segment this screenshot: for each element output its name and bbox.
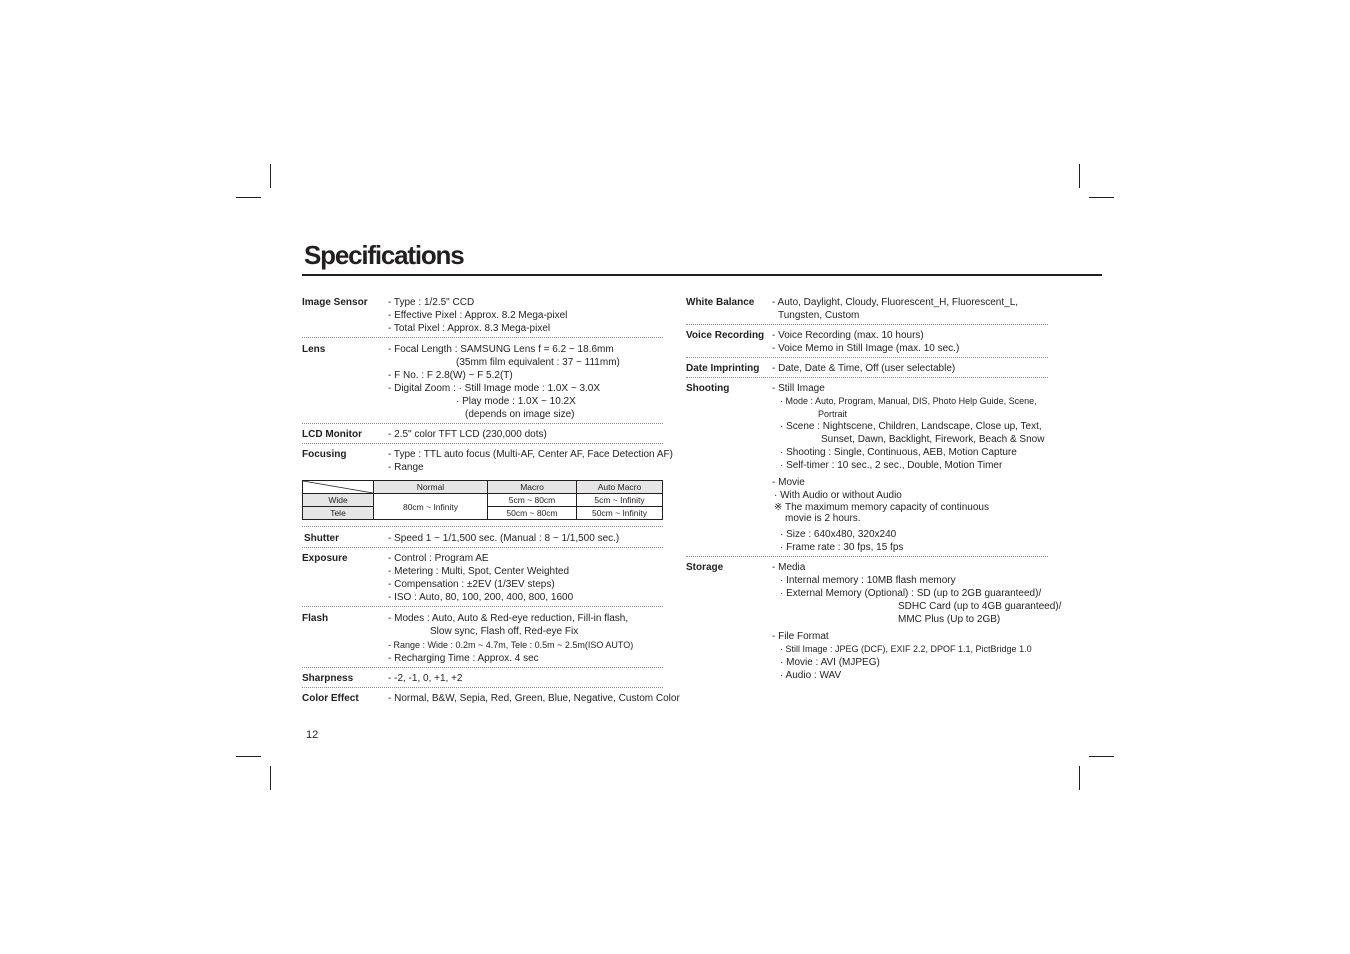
spec-row-storage — [686, 557, 1062, 684]
spec-row-shutter — [302, 527, 663, 548]
spec-row-white-balance — [686, 294, 1048, 325]
spec-label: Sharpness — [302, 673, 354, 684]
spec-value — [388, 428, 663, 441]
right-spec-column — [686, 294, 1062, 684]
spec-line: · External Memory (Optional) : SD (up to 2GB guaranteed)/ — [780, 588, 1042, 599]
spec-line: - Auto, Daylight, Cloudy, Fluorescent_H, Fluorescent_L, — [772, 297, 1019, 308]
spec-line: Slow sync, Flash off, Red-eye Fix — [430, 626, 579, 637]
spec-line: - Movie — [772, 477, 805, 488]
spec-label: Focusing — [302, 449, 347, 460]
spec-row-exposure — [302, 548, 663, 607]
spec-value — [388, 692, 680, 705]
spec-line: - Metering : Multi, Spot, Center Weighted — [388, 566, 570, 577]
spec-line: - Range : Wide : 0.2m ~ 4.7m, Tele : 0.5m ~ 2.5m(ISO AUTO) — [388, 640, 634, 650]
spec-line: · Movie : AVI (MJPEG) — [780, 657, 880, 668]
spec-line: Sunset, Dawn, Backlight, Firework, Beach & Snow — [821, 434, 1045, 445]
spec-line: - Control : Program AE — [388, 553, 489, 564]
spec-row-color-effect — [302, 688, 680, 707]
spec-line: - ISO : Auto, 80, 100, 200, 400, 800, 1600 — [388, 592, 574, 603]
page-number: 12 — [306, 729, 319, 741]
spec-row-focusing — [302, 444, 673, 476]
spec-row-lens — [302, 338, 663, 424]
crop-mark — [1089, 756, 1114, 757]
spec-line: · Mode : Auto, Program, Manual, DIS, Photo Help Guide, Scene, — [780, 396, 1037, 406]
spec-line: · Self-timer : 10 sec., 2 sec., Double, Motion Timer — [780, 460, 1003, 471]
spec-line: · Play mode : 1.0X ~ 10.2X — [456, 396, 576, 407]
spec-line: · Still Image : JPEG (DCF), EXIF 2.2, DPOF 1.1, PictBridge 1.0 — [780, 644, 1032, 654]
spec-line: SDHC Card (up to 4GB guaranteed)/ — [898, 601, 1062, 612]
spec-value — [388, 343, 663, 421]
focus-range-table — [302, 480, 663, 520]
spec-row-lcd-monitor — [302, 424, 663, 444]
crop-mark — [1079, 766, 1080, 790]
table-cell: 80cm ~ Infinity — [374, 494, 488, 520]
table-row — [303, 494, 663, 507]
spec-label: White Balance — [686, 297, 755, 308]
spec-label: Color Effect — [302, 693, 359, 704]
spec-line: - Date, Date & Time, Off (user selectable) — [772, 363, 956, 374]
table-header: Macro — [488, 481, 577, 494]
spec-label: Shooting — [686, 383, 730, 394]
spec-label: Voice Recording — [686, 330, 765, 341]
title-rule — [302, 274, 1102, 276]
spec-value — [388, 532, 663, 545]
spec-line: · Frame rate : 30 fps, 15 fps — [780, 542, 904, 553]
spec-line: · With Audio or without Audio — [774, 490, 902, 501]
spec-line: - Effective Pixel : Approx. 8.2 Mega-pixel — [388, 310, 568, 321]
crop-mark — [270, 766, 271, 790]
page-title: Specifications — [304, 240, 464, 270]
spec-row-sharpness — [302, 668, 663, 688]
spec-value — [388, 552, 663, 604]
spec-line: - Type : TTL auto focus (Multi-AF, Center AF, Face Detection AF) — [388, 449, 673, 460]
table-cell: 50cm ~ Infinity — [577, 507, 663, 520]
spec-value — [388, 448, 673, 474]
crop-mark — [1089, 197, 1114, 198]
left-spec-column — [302, 294, 680, 707]
spec-line: movie is 2 hours. — [785, 513, 861, 524]
spec-label: Flash — [302, 613, 329, 624]
spec-line: - Recharging Time : Approx. 4 sec — [388, 653, 539, 664]
spec-line: - Compensation : ±2EV (1/3EV steps) — [388, 579, 555, 590]
spec-row-flash — [302, 607, 663, 668]
crop-mark — [236, 197, 261, 198]
spec-line: - Normal, B&W, Sepia, Red, Green, Blue, Negative, Custom Color — [388, 693, 680, 704]
spec-label: Lens — [302, 344, 326, 355]
spec-value — [772, 362, 1048, 375]
table-row-header: Wide — [303, 494, 374, 507]
spec-value — [772, 296, 1048, 322]
spec-row-shooting — [686, 378, 1048, 557]
spec-value — [388, 672, 663, 685]
table-cell: 5cm ~ Infinity — [577, 494, 663, 507]
diagonal-line — [303, 481, 373, 493]
spec-row-image-sensor — [302, 294, 663, 338]
table-row-header: Tele — [303, 507, 374, 520]
spec-value — [772, 382, 1048, 554]
spec-value — [772, 561, 1061, 682]
spec-row-date-imprinting — [686, 358, 1048, 378]
spec-line: · Size : 640x480, 320x240 — [780, 529, 897, 540]
spec-value — [388, 296, 663, 335]
spec-label: Date Imprinting — [686, 363, 760, 374]
table-header: Auto Macro — [577, 481, 663, 494]
spec-line: - Total Pixel : Approx. 8.3 Mega-pixel — [388, 323, 551, 334]
spec-line: MMC Plus (Up to 2GB) — [898, 614, 1001, 625]
spec-line: - -2, -1, 0, +1, +2 — [388, 673, 463, 684]
spec-line: - 2.5" color TFT LCD (230,000 dots) — [388, 429, 547, 440]
spec-line: Tungsten, Custom — [778, 310, 860, 321]
spec-label: LCD Monitor — [302, 429, 362, 440]
spec-line: · Shooting : Single, Continuous, AEB, Motion Capture — [780, 447, 1017, 458]
crop-mark — [270, 164, 271, 188]
spec-line: · Internal memory : 10MB flash memory — [780, 575, 956, 586]
table-corner-cell — [303, 481, 374, 494]
spec-line: (depends on image size) — [465, 409, 575, 420]
spec-label: Storage — [686, 562, 724, 573]
spec-line: - Speed 1 ~ 1/1,500 sec. (Manual : 8 ~ 1/1,500 sec.) — [388, 533, 620, 544]
crop-mark — [236, 756, 261, 757]
table-header: Normal — [374, 481, 488, 494]
spec-line: - Voice Recording (max. 10 hours) — [772, 330, 924, 341]
spec-value — [388, 612, 663, 665]
spec-line: - Digital Zoom : · Still Image mode : 1.0X ~ 3.0X — [388, 383, 601, 394]
spec-value — [772, 329, 1048, 355]
spec-label: Image Sensor — [302, 297, 368, 308]
spec-line: - Modes : Auto, Auto & Red-eye reduction, Fill-in flash, — [388, 613, 629, 624]
spec-label: Exposure — [302, 553, 348, 564]
table-cell: 5cm ~ 80cm — [488, 494, 577, 507]
spec-line: - File Format — [772, 631, 829, 642]
spec-label: Shutter — [304, 533, 339, 544]
table-cell: 50cm ~ 80cm — [488, 507, 577, 520]
spec-line: (35mm film equivalent : 37 ~ 111mm) — [456, 357, 620, 368]
spec-line: ※ The maximum memory capacity of continuous — [774, 502, 989, 513]
spec-line: - Still Image — [772, 383, 825, 394]
spec-line: - Focal Length : SAMSUNG Lens f = 6.2 ~ 18.6mm — [388, 344, 614, 355]
spec-line: - F No. : F 2.8(W) ~ F 5.2(T) — [388, 370, 513, 381]
spec-line: - Range — [388, 462, 424, 473]
spec-line: · Audio : WAV — [780, 670, 842, 681]
spec-line: - Voice Memo in Still Image (max. 10 sec.) — [772, 343, 960, 354]
crop-mark — [1079, 164, 1080, 188]
spec-row-voice-recording — [686, 325, 1048, 358]
spec-line: - Media — [772, 562, 806, 573]
spec-line: Portrait — [818, 409, 848, 419]
spec-line: - Type : 1/2.5" CCD — [388, 297, 475, 308]
spec-line: · Scene : Nightscene, Children, Landscape, Close up, Text, — [780, 421, 1042, 432]
